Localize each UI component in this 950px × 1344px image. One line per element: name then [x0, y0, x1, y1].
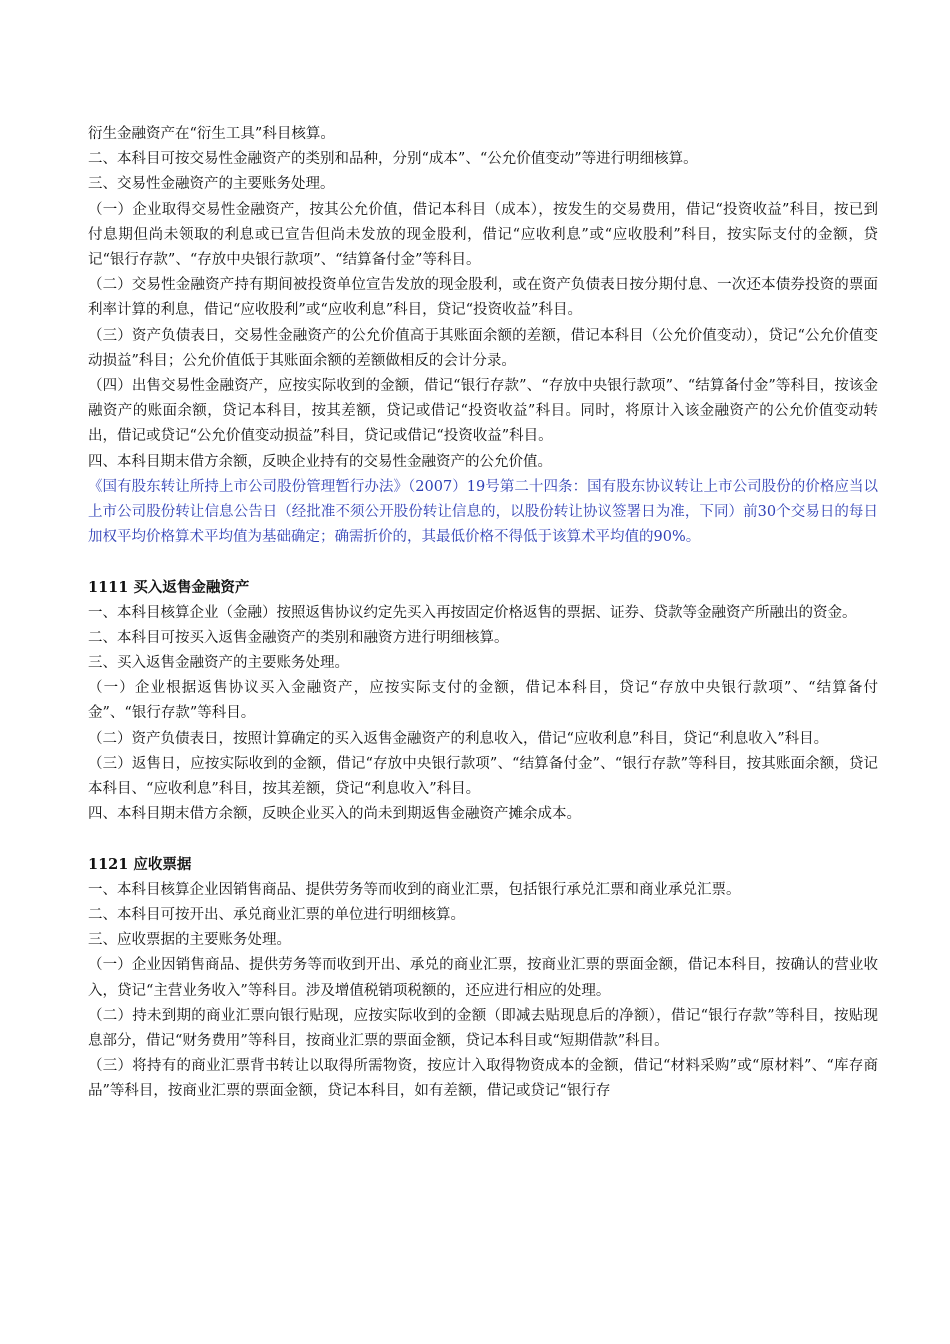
- paragraph: （四）出售交易性金融资产，应按实际收到的金额，借记“银行存款”、“存放中央银行款项”、“结算备付金”等科目，按该金融资产的账面余额，贷记本科目，按其差额，贷记或借记“投资收益”科目。同时，将原计入该金融资产的公允价值变动转出，借记或贷记“公允价值变动损益”科目，贷记或借记“投资收益”科目。: [88, 378, 878, 445]
- paragraph: 二、本科目可按交易性金融资产的类别和品种，分别“成本”、“公允价值变动”等进行明细核算。: [88, 151, 698, 168]
- regulation-link[interactable]: 《国有股东转让所持上市公司股份管理暂行办法》（2007）19号第二十四条：国有股东协议转让上市公司股份的价格应当以上市公司股份转让信息公告日（经批准不须公开股份转让信息的，以股份转让协议签署日为准，下同）前30个交易日的每日加权平均价格算术平均值为基础确定；确需折价的，其最低价格不得低于该算术平均值的90%。: [88, 478, 878, 546]
- paragraph: 四、本科目期末借方余额，反映企业买入的尚未到期返售金融资产摊余成本。: [88, 806, 581, 823]
- paragraph: （三）将持有的商业汇票背书转让以取得所需物资，按应计入取得物资成本的金额，借记“材料采购”或“原材料”、“库存商品”等科目，按商业汇票的票面金额，贷记本科目，如有差额，借记或贷记“银行存: [88, 1058, 878, 1100]
- paragraph: 三、交易性金融资产的主要账务处理。: [88, 176, 335, 193]
- section-1111: [88, 575, 878, 827]
- section-heading: 1111 买入返售金融资产: [88, 579, 250, 597]
- section-1121: [88, 852, 878, 1104]
- paragraph: 二、本科目可按开出、承兑商业汇票的单位进行明细核算。: [88, 906, 465, 923]
- paragraph: （三）返售日，应按实际收到的金额，借记“存放中央银行款项”、“结算备付金”、“银行存款”等科目，按其账面余额，贷记本科目、“应收利息”科目，按其差额，贷记“利息收入”科目。: [88, 755, 878, 798]
- spacer: [88, 550, 878, 575]
- section-heading: 1121 应收票据: [88, 856, 192, 874]
- paragraph: （一）企业取得交易性金融资产，按其公允价值，借记本科目（成本），按发生的交易费用，借记“投资收益”科目，按已到付息期但尚未领取的利息或已宣告但尚未发放的现金股利，借记“应收利息”或“应收股利”科目，按实际支付的金额，贷记“银行存款”、“存放中央银行款项”、“结算备付金”等科目。: [88, 201, 878, 269]
- paragraph: 衍生金融资产在“衍生工具”科目核算。: [88, 126, 335, 142]
- paragraph: 二、本科目可按买入返售金融资产的类别和融资方进行明细核算。: [88, 629, 509, 646]
- paragraph: （二）资产负债表日，按照计算确定的买入返售金融资产的利息收入，借记“应收利息”科目，贷记“利息收入”科目。: [88, 730, 829, 747]
- section-1101-tail: [88, 122, 878, 550]
- paragraph: 三、买入返售金融资产的主要账务处理。: [88, 655, 349, 672]
- paragraph: 三、应收票据的主要账务处理。: [88, 932, 291, 949]
- paragraph: （一）企业根据返售协议买入金融资产，应按实际支付的金额，借记本科目，贷记“存放中央银行款项”、“结算备付金”、“银行存款”等科目。: [88, 680, 878, 722]
- paragraph: （二）交易性金融资产持有期间被投资单位宣告发放的现金股利，或在资产负债表日按分期付息、一次还本债券投资的票面利率计算的利息，借记“应收股利”或“应收利息”科目，贷记“投资收益”科目。: [88, 277, 878, 319]
- paragraph: 一、本科目核算企业（金融）按照返售协议约定先买入再按固定价格返售的票据、证券、贷款等金融资产所融出的资金。: [88, 604, 857, 621]
- paragraph: 四、本科目期末借方余额，反映企业持有的交易性金融资产的公允价值。: [88, 453, 552, 470]
- paragraph: （一）企业因销售商品、提供劳务等而收到开出、承兑的商业汇票，按商业汇票的票面金额，借记本科目，按确认的营业收入，贷记“主营业务收入”等科目。涉及增值税销项税额的，还应进行相应的处理。: [88, 957, 878, 999]
- document-page: [88, 122, 878, 1105]
- paragraph: （三）资产负债表日，交易性金融资产的公允价值高于其账面余额的差额，借记本科目（公允价值变动），贷记“公允价值变动损益”科目；公允价值低于其账面余额的差额做相反的会计分录。: [88, 327, 878, 369]
- spacer: [88, 827, 878, 852]
- paragraph: （二）持未到期的商业汇票向银行贴现，应按实际收到的金额（即减去贴现息后的净额），借记“银行存款”等科目，按贴现息部分，借记“财务费用”等科目，按商业汇票的票面金额，贷记本科目或“短期借款”科目。: [88, 1007, 878, 1049]
- paragraph: 一、本科目核算企业因销售商品、提供劳务等而收到的商业汇票，包括银行承兑汇票和商业承兑汇票。: [88, 881, 741, 898]
